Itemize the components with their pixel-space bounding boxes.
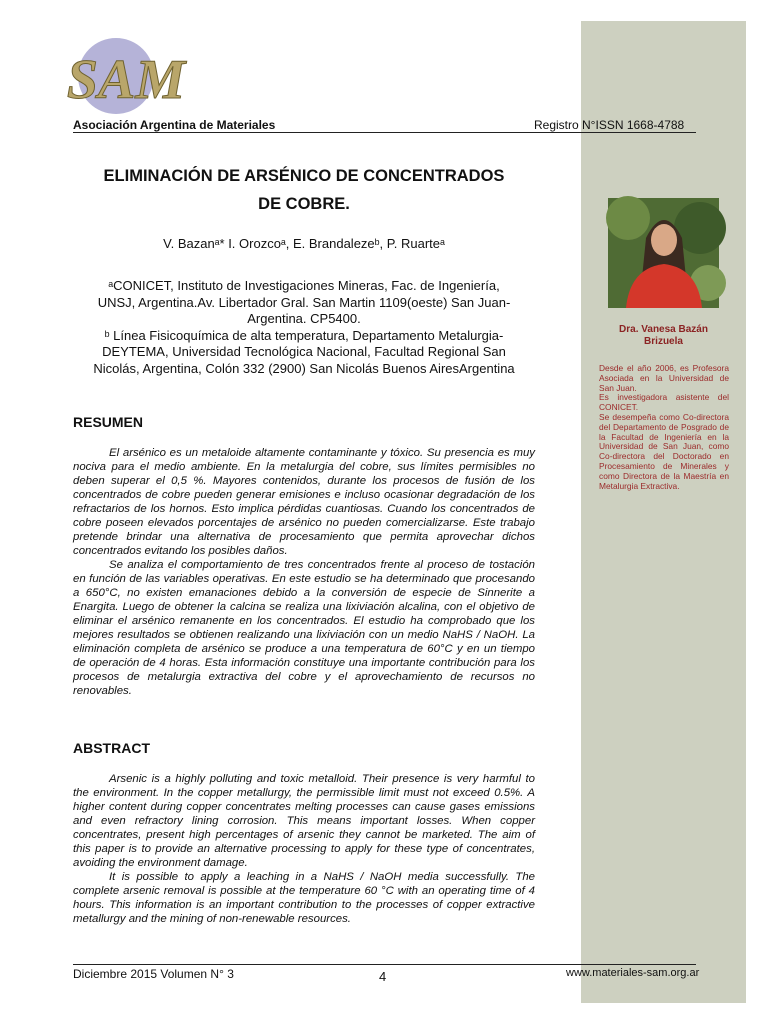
affiliation-line: ᵃCONICET, Instituto de Investigaciones Mineras, Fac. de Ingeniería, bbox=[108, 278, 500, 293]
logo-text: SAM bbox=[66, 49, 186, 111]
organization-name: Asociación Argentina de Materiales bbox=[73, 118, 276, 132]
title-line: ELIMINACIÓN DE ARSÉNICO DE CONCENTRADOS bbox=[103, 167, 505, 185]
sam-logo bbox=[66, 32, 186, 120]
issn-registration: Registro N°ISSN 1668-4788 bbox=[534, 118, 685, 132]
author-name bbox=[597, 324, 730, 348]
article-title bbox=[73, 162, 535, 218]
header-rule bbox=[73, 132, 696, 133]
resumen-paragraph: El arsénico es un metaloide altamente contaminante y tóxico. Su presencia es muy nociva para el medio ambiente. En la metalurgia del cobre, sus límites permisibles no deben superar el 0,5 %. Mayores contenidos, durante los procesos de fusión de los concentrados de cobre pueden generar emisiones e incluso ocasionar degradación de los refractarios de los hornos. Esto implica pérdidas cuantiosas. Cuando los concentrados de cobre poseen elevados porcentajes de arsénico no pueden comercializarse. Este trabajo pretende brindar una alternativa de procesamiento que permita aprovechar dichos concentrados evitando los posibles daños. bbox=[73, 447, 535, 557]
affiliation-line: DEYTEMA, Universidad Tecnológica Nacional, Facultad Regional San bbox=[102, 344, 506, 359]
resumen-body bbox=[73, 446, 535, 698]
website-link[interactable]: www.materiales-sam.org.ar bbox=[566, 967, 700, 979]
page-number: 4 bbox=[379, 969, 387, 984]
affiliation-line: Argentina. CP5400. bbox=[247, 311, 361, 326]
author-list: V. Bazanᵃ* I. Orozcoᵃ, E. Brandalezeᵇ, P. Ruarteᵃ bbox=[163, 236, 445, 251]
bio-line: Es investigadora asistente del CONICET. bbox=[599, 392, 729, 413]
author-name-line: Brizuela bbox=[644, 336, 683, 347]
footer-rule bbox=[73, 964, 696, 965]
issue-info: Diciembre 2015 Volumen N° 3 bbox=[73, 967, 234, 981]
resumen-heading: RESUMEN bbox=[73, 414, 144, 430]
author-photo bbox=[608, 198, 719, 308]
affiliations bbox=[73, 278, 535, 377]
abstract-body bbox=[73, 772, 535, 926]
affiliation-line: Nicolás, Argentina, Colón 332 (2900) San Nicolás Buenos AiresArgentina bbox=[93, 360, 515, 376]
title-line: DE COBRE. bbox=[258, 195, 350, 213]
sidebar-panel bbox=[581, 21, 746, 1003]
author-bio bbox=[599, 364, 729, 491]
abstract-paragraph: It is possible to apply a leaching in a NaHS / NaOH media successfully. The complete arsenic removal is possible at the temperature 60 °C with an operating time of 4 hours. This information is an important contribution to the processes of copper extractive metallurgy and the mining of non-renewable resources. bbox=[73, 871, 535, 925]
affiliation-line: UNSJ, Argentina.Av. Libertador Gral. San Martin 1109(oeste) San Juan- bbox=[97, 294, 511, 310]
affiliation-line: ᵇ Línea Fisicoquímica de alta temperatura, Departamento Metalurgia- bbox=[104, 327, 504, 343]
abstract-paragraph: Arsenic is a highly polluting and toxic metalloid. Their presence is very harmful to the environment. In the copper metallurgy, the permissible limit must not exceed 0.5%. A higher content during copper concentrates melting processes can cause gases emissions and even refractory lining corrosion. This means important losses. When copper concentrates, present high percentages of arsenic they cannot be marketed. The aim of this paper is to provide an alternative processing to apply for these type of concentrates, avoiding the environment damage. bbox=[73, 773, 535, 869]
author-name-line: Dra. Vanesa Bazán bbox=[619, 324, 708, 335]
abstract-heading: ABSTRACT bbox=[73, 740, 150, 756]
bio-line: Se desempeña como Co-directora del Departamento de Posgrado de la Facultad de Ingeniería en la Universidad de San Juan, como Co-directora del Doctorado en Procesamiento de Minerales y como Directora de la Maestría en Metalurgia Extractiva. bbox=[599, 411, 729, 491]
bio-line: Desde el año 2006, es Profesora Asociada en la Universidad de San Juan. bbox=[599, 363, 729, 393]
resumen-paragraph: Se analiza el comportamiento de tres concentrados frente al proceso de tostación en función de las variables operativas. En este estudio se ha determinado que procesando a 650°C, no existen emanaciones debido a la conversión de especie de Sinnerite a Enargita. Luego de obtener la calcina se realiza una lixiviación alcalina, con el objetivo de eliminar el arsénico remanente en los concentrados. El estudio ha comprobado que los mejores resultados se obtienen realizando una lixiviación con un medio NaHS / NaOH. La eliminación completa de arsénico se produce a una temperatura de 60°C y en un tiempo de operación de 4 horas. Esta información constituye una importante contribución para los procesos de metalurgia extractiva del cobre y el aprovechamiento de recursos no renovables. bbox=[73, 559, 535, 697]
